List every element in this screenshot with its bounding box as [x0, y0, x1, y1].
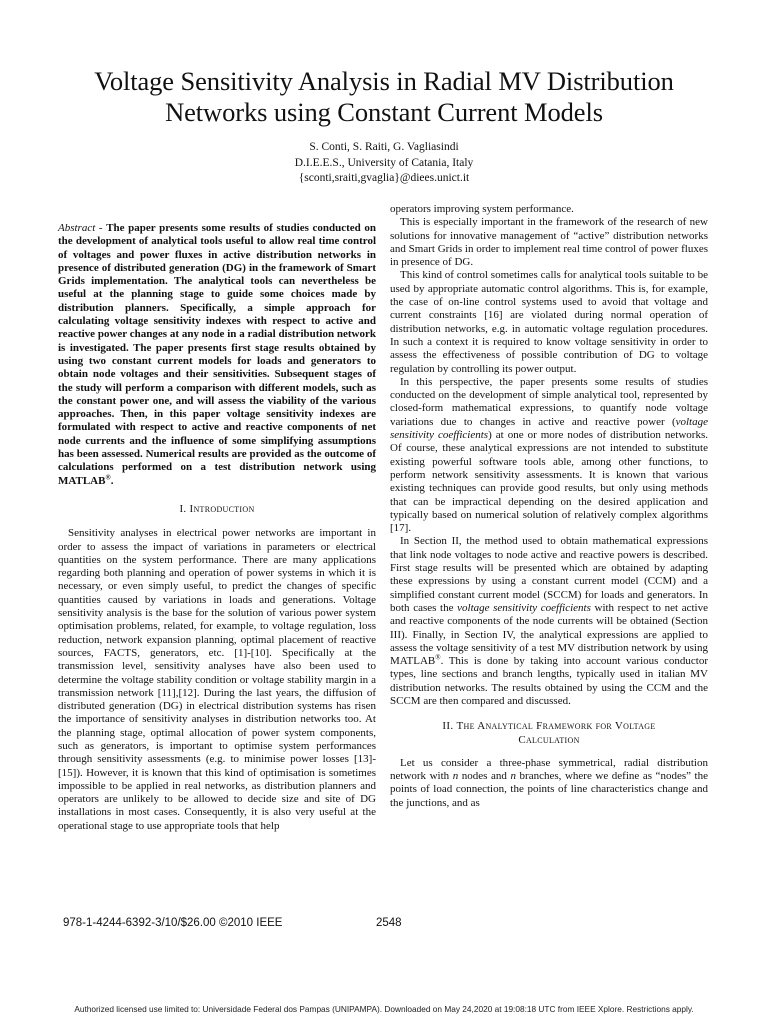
- title-line-1: Voltage Sensitivity Analysis in Radial MV Distribution: [94, 66, 674, 96]
- copyright-line: 978-1-4244-6392-3/10/$26.00 ©2010 IEEE: [63, 917, 283, 929]
- paragraph: In Section II, the method used to obtain mathematical expressions that link node voltages to node active and reactive powers is described. First stage results will be presented which are obtained by adapting these expressions by using a constant current model (CCM) and a simplified constant current model (SCCM) for loads and generators. In both cases the voltage sensitivity coefficients with respect to net active and reactive components of the node currents will be obtained (Section III). Finally, in Section IV, the analytical expressions are applied to assess the voltage sensitivity of a test MV distribution network by using MATLAB®. This is done by taking into account various conductor types, line sections and branch lengths, typically used in italian MV distribution networks. The results obtained by using the CCM and the SCCM are then compared and discussed.: [390, 535, 708, 707]
- right-column: [390, 203, 708, 810]
- left-column: [58, 203, 376, 833]
- section-1-paragraph: Sensitivity analyses in electrical power networks are important in order to assess the impact of variations in parameters or electrical quantities on the system performance. There are many applications regarding both planning and operation of power systems in which it is necessary, or even simply useful, to predict the changes of specific quantities caused by variations in loads and generations. Voltage sensitivity analysis is the base for the solution of various power system optimisation problems, related, for example, to voltage regulation, loss reduction, network expansion planning, optimal placement of reactive sources, FACTS, generators, etc. [1]-[10]. Specifically at the transmission level, sensitivity analyses have also been used to determine the voltage stability condition or voltage stability margin in a transmission network [11],[12]. During the last years, the diffusion of distributed generation (DG) in electrical distribution systems has risen the importance of sensitivity analyses in distribution networks too. At the planning stage, optimal allocation of power system components, such as generators, is important to optimise system performances through sensitivity assessments (e.g. to minimise power losses [13]-[15]). However, it is known that this kind of optimisation is sometimes impossible to be applied in real networks, as distribution planners and operators are unlikely to be allowed to decide size and site of DG installations in most cases. Consequently, it is also very useful at the operational stage to use appropriate tools that help: [58, 527, 376, 832]
- paper-title: [30, 66, 738, 128]
- author-names: S. Conti, S. Raiti, G. Vagliasindi: [309, 141, 459, 153]
- title-line-2: Networks using Constant Current Models: [165, 97, 603, 127]
- author-block: [0, 140, 768, 187]
- page-number: 2548: [376, 917, 402, 929]
- section-2-heading: II. The Analytical Framework for Voltage Calculation: [442, 720, 656, 746]
- section-2-paragraph: Let us consider a three-phase symmetrical, radial distribution network with n nodes and n branches, where we define as “nodes” the points of load connection, the points of line characteristics change and the junctions, and as: [390, 756, 708, 809]
- license-notice: Authorized licensed use limited to: Universidade Federal dos Pampas (UNIPAMPA). Downloaded on May 24,2020 at 19:08:18 UTC from IEEE Xplore. Restrictions apply.: [74, 1004, 694, 1014]
- abstract: Abstract - The paper presents some results of studies conducted on the development of analytical tools useful to allow real time control of voltages and power fluxes in active distribution networks in presence of distributed generation (DG) in the framework of Smart Grids implementation. The analytical tools can nevertheless be useful at the planning stage to guide some choices made by distribution planners. Specifically, a simple approach for calculating voltage sensitivity indexes with respect to active and reactive power changes at any node in a radial distribution network is investigated. The paper presents first stage results obtained by using two constant current models for loads and generators to obtain node voltages and their sensitivities. Subsequent stages of the study will perform a comparison with different models, such as the constant power one, and will assess the viability of the various approaches. Then, in this paper voltage sensitivity indexes are formulated with respect to active and reactive components of net node currents and the influence of some simplifying assumptions has been assessed. Numerical results are provided as the outcome of calculations performed on a test distribution network using MATLAB®.: [58, 222, 376, 487]
- paragraph: This kind of control sometimes calls for analytical tools suitable to be used by appropriate automatic control algorithms. This is, for example, the case of on-line control systems used to avoid that voltage and current constraints [16] are violated during normal operation of distribution networks, e.g. in automatic voltage regulation procedures. In such a context it is required to know voltage sensitivity in order to assess the effectiveness of possible contribution of DG to voltage regulation by controlling its power output.: [390, 269, 708, 375]
- author-affiliation: D.I.E.E.S., University of Catania, Italy: [294, 156, 474, 169]
- author-email: {sconti,sraiti,gvaglia}@diees.unict.it: [298, 172, 470, 184]
- paragraph: In this perspective, the paper presents some results of studies conducted on the development of simple analytical tool, represented by closed-form mathematical expressions, to quantify node voltage variations due to changes in active and reactive power (voltage sensitivity coefficients) at one or more nodes of distribution networks. Of course, these analytical expressions are not intended to substitute existing powerful software tools able, among other functions, to perform network sensitivity assessments. It is known that various existing techniques can provide good results, but only using methods that can be impractical depending on the desired application and typically based on numerical solution of relatively complex algorithms [17].: [390, 375, 708, 535]
- abstract-text: The paper presents some results of studies conducted on the development of analytical tools useful to allow real time control of voltages and power fluxes in active distribution networks in presence of distributed generation (DG) in the framework of Smart Grids implementation. The analytical tools can nevertheless be useful at the planning stage to guide some choices made by distribution planners. Specifically, a simple approach for calculating voltage sensitivity indexes with respect to active and reactive power changes at any node in a radial distribution network is investigated. The paper presents first stage results obtained by using two constant current models for loads and generators to obtain node voltages and their sensitivities. Subsequent stages of the study will perform a comparison with different models, such as the constant power one, and will assess the viability of the various approaches. Then, in this paper voltage sensitivity indexes are formulated with respect to active and reactive components of net node currents and the influence of some simplifying assumptions has been assessed. Numerical results are provided as the outcome of calculations performed on a test distribution network using MATLAB: [58, 222, 376, 487]
- abstract-label: Abstract: [58, 222, 96, 234]
- paragraph-continuation: operators improving system performance.: [390, 203, 574, 215]
- section-1-heading: I. Introduction: [179, 502, 255, 515]
- paragraph: This is especially important in the framework of the research of new solutions for innovative management of “active” distribution networks and Smart Grids in order to implement real time control of power fluxes in presence of DG.: [390, 216, 708, 269]
